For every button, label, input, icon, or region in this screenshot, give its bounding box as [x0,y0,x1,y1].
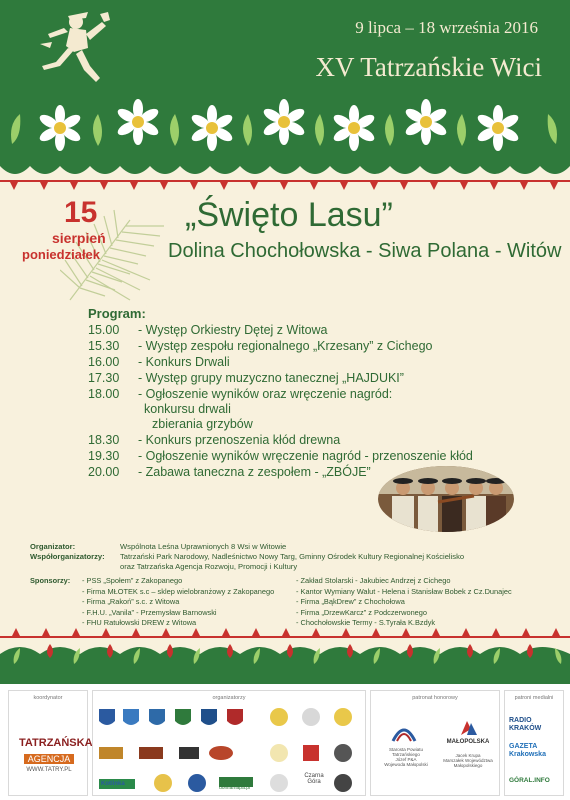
program-item [88,322,473,338]
sponsor-item: - Chochołowskie Termy - S.Tyrała K.Bzdyk [296,618,436,628]
event-weekday: poniedziałek [22,247,101,262]
tatrzanska-agencja-logo [19,737,93,773]
organizers-block [30,542,550,572]
gazeta-krakowska-logo: GAZETA Krakowska [509,743,546,758]
folk-pattern-band [0,622,570,684]
program-text: - Występ Orkiestry Dętej z Witowa [138,323,328,337]
program-subitem: zbierania grzybów [152,417,253,431]
program-time: 18.30 [88,433,120,447]
patron-1-line1: Starosta Powiatu Tatrzańskiego [388,747,424,757]
program-heading: Program: [88,306,146,321]
sponsor-item: - Firma MŁOTEK s.c – sklep wielobranżowy z Zakopanego [82,586,275,596]
sponsor-item: - F.H.U. „Vanila” - Przemysław Barnowski [82,607,217,617]
program-time: 17.30 [88,371,120,385]
program-time: 19.30 [88,449,120,463]
goral-info-logo: GÓRAL.INFO [509,777,550,784]
coordinator-box [8,690,93,796]
patron-1-title [375,747,437,767]
patron-2-title [437,753,499,768]
co-organizer-value: Tatrzański Park Narodowy, Nadleśnictwo Nowy Targ, Gminny Ośrodek Kultury Regionalnej Kościelisko [120,552,465,561]
program-item [88,354,473,370]
program-item [88,448,473,464]
organizer-value: Wspólnota Leśna Uprawnionych 8 Wsi w Witowie [120,542,287,551]
program-text: - Zabawa taneczna z zespołem - „ZBÓJE” [138,465,371,479]
malopolska-label: MAŁOPOLSKA [446,739,490,745]
program-list [88,306,473,480]
caption-coordinator: koordynator [33,695,63,701]
sponsors-label: Sponsorzy: [30,576,71,585]
co-organizer-row [30,552,550,562]
program-time: 20.00 [88,465,120,479]
event-month: sierpień [52,230,106,246]
program-text: - Występ grupy muzyczno tanecznej „HAJDUKI” [138,371,404,385]
co-organizer-row-2 [30,562,550,572]
media-patron-box [504,690,564,796]
program-item [88,432,473,448]
spacer [30,562,120,572]
header-band [0,0,570,98]
malopolska-icon [459,719,479,737]
sponsor-item: - FHU Ratułowski DREW z Witowa [82,618,197,628]
patron-1-line2: Józef P&A [395,757,417,762]
festival-title: XV Tatrzańskie Wici [315,52,542,82]
event-route: Dolina Chochołowska - Siwa Polana - Witów [168,240,562,262]
sponsor-item: - Kantor Wymiany Walut - Helena i Stanisław Bobek z Cz.Dunajec [296,586,512,596]
agency-url: WWW.TATRY.PL [26,767,72,773]
organizer-row [30,542,550,552]
sponsor-item: - Firma „Rakoń” s.c. z Witowa [82,597,180,607]
czarna-gora-logo: Czarna Góra [304,773,324,785]
running-highlander-icon [30,8,120,88]
patron-2-line3: Małopolskiego [453,763,483,768]
program-time: 16.00 [88,355,120,369]
musicians-photo [378,466,514,532]
edelweiss-band [0,96,570,192]
festival-dates: 9 lipca – 18 września 2016 [355,18,538,37]
organizers-logos-box [92,690,366,796]
program-text: - Konkurs Drwali [138,355,230,369]
caption-organizers: organizatorzy [212,695,246,701]
sponsor-item: - Firma „DrzewKarcz” z Podczerwonego [296,607,428,617]
program-time: 18.00 [88,387,120,401]
program-item [88,386,473,402]
patron-1-line3: Wojewoda Małopolski [384,762,428,767]
patron-2-line1: Jacek Krupa [455,753,481,758]
sponsor-item: - Zakład Stolarski - Jakubiec Andrzej z Cichego [296,576,451,585]
agency-sub: AGENCJA [24,754,75,764]
voivode-emblem-icon [389,717,419,747]
agency-name: TATRZAŃSKA [19,737,93,749]
radio-krakow-logo: RADIO KRAKÓW [509,717,542,732]
program-time: 15.30 [88,339,120,353]
sponsor-item: - Firma „BąkDrew” z Chochołowa [296,597,405,607]
program-text: - Występ zespołu regionalnego „Krzesany” z Cichego [138,339,433,353]
program-item [88,370,473,386]
program-subitem: konkursu drwali [144,402,231,416]
caption-patron: patronat honorowy [412,695,458,701]
dolina-logo-text: dolinamapa.pl [219,785,251,791]
co-organizer-value-2: oraz Tatrzańska Agencja Rozwoju, Promocji i Kultury [120,562,298,571]
program-text: - Ogłoszenie wyników wręczenie nagród - przenoszenie kłód [138,449,473,463]
program-text: - Ogłoszenie wyników oraz wręczenie nagród: [138,387,393,401]
program-text: - Konkurs przenoszenia kłód drewna [138,433,341,447]
organizer-label: Organizator: [30,542,76,551]
sponsor-logos-panel [0,684,570,800]
kotlinka-logo: Kotlinka [101,781,125,787]
program-time: 15.00 [88,323,120,337]
co-organizer-label: Współorganizatorzy: [30,552,105,561]
patron-2-line2: Marszałek Województwa [443,758,493,763]
sponsor-item: - PSS „Społem” z Zakopanego [82,576,183,585]
event-day-number: 15 [64,196,98,229]
event-title: „Święto Lasu” [185,196,393,234]
patron-box [370,690,500,796]
program-item [88,338,473,354]
caption-media: patroni medialni [514,695,554,701]
